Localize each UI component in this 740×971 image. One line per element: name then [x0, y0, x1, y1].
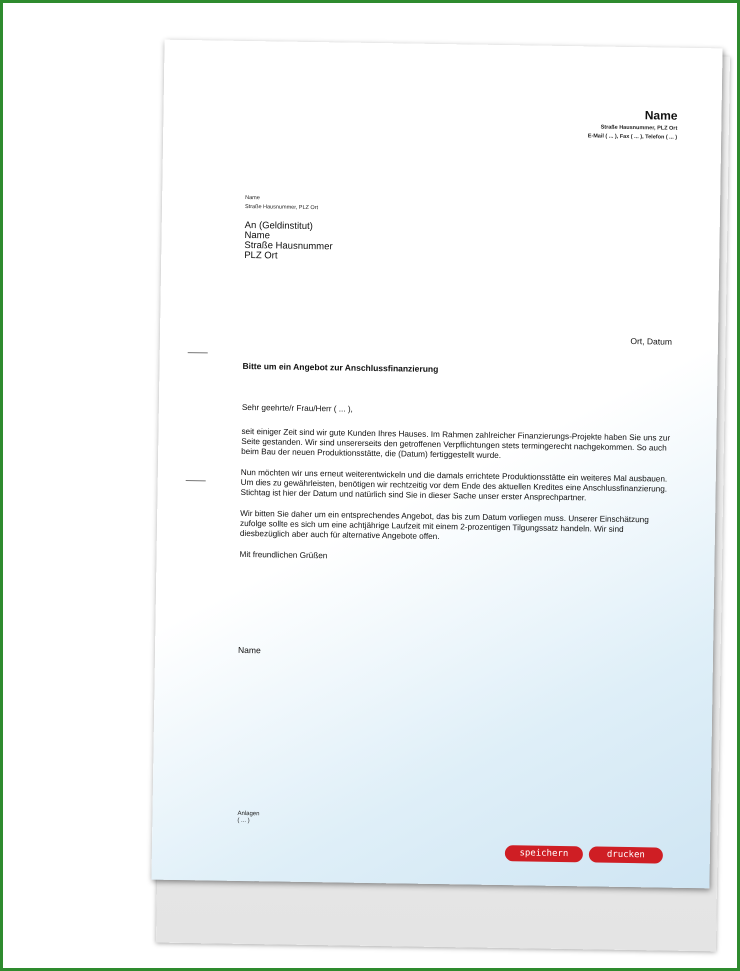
letter-body [239, 403, 672, 578]
print-button[interactable]: drucken [589, 846, 663, 863]
letter-page [151, 40, 722, 889]
recipient-line-1: An (Geldinstitut) [244, 219, 313, 233]
letter-subject: Bitte um ein Angebot zur Anschlussfinanzierung [242, 360, 439, 375]
salutation: Sehr geehrte/r Frau/Herr ( ... ), [241, 402, 353, 414]
attachments [237, 811, 259, 825]
attachments-label: Anlagen [237, 810, 260, 818]
attachments-value: ( ... ) [237, 817, 250, 825]
fold-mark-middle [186, 480, 206, 481]
body-paragraph-2: Nun möchten wir uns erneut weiterentwickeln und die damals errichtete Produktionsstätte ein weiteres Mal ausbauen. Um dies zu gewährleisten, benötigen wir rechtzeitig vor dem Ende des aktuellen Kredites eine Anschlussfinanzierung. Stichtag ist hier der Datum und natürlich sind Sie in dieser Sache unser erster Ansprechpartner. [240, 467, 668, 503]
save-button[interactable]: speichern [505, 845, 583, 862]
body-paragraph-1: seit einiger Zeit sind wir gute Kunden Ihres Hauses. Im Rahmen zahlreicher Finanzierungs-Projekte haben Sie uns zur Seite gestanden. Wir sind unsererseits den getroffenen Verpflichtungen stets termingerecht nachgekommen. So auch beim Bau der neuen Produktionsstätte, die (Datum) fertiggestellt wurde. [241, 426, 671, 461]
closing: Mit freundlichen Grüßen [239, 549, 328, 561]
sender-block [588, 107, 678, 140]
fold-mark-top [188, 352, 208, 353]
sender-contact-line: E-Mail ( ... ), Fax ( ... ), Telefon ( ... ) [587, 133, 678, 141]
return-address-street: Straße Hausnummer, PLZ Ort [244, 203, 319, 212]
body-paragraph-3: Wir bitten Sie daher um ein entsprechendes Angebot, das bis zum Datum vorliegen muss. Unserer Einschätzung zufolge sollte es sich um eine achtjährige Laufzeit mit einem 2-prozentigen Tilgungssatz handeln. Wir sind diesbezüglich aber auch für alternative Angebote offen. [239, 508, 649, 542]
sender-name: Name [644, 108, 678, 123]
return-address-name: Name [245, 194, 260, 202]
signature-name: Name [237, 644, 261, 656]
sender-street-line: Straße Hausnummer, PLZ Ort [600, 124, 678, 132]
place-date: Ort, Datum [630, 336, 673, 347]
recipient-address [244, 221, 333, 262]
recipient-line-3: Straße Hausnummer [244, 239, 333, 253]
recipient-line-4: PLZ Ort [244, 249, 278, 262]
recipient-line-2: Name [244, 229, 270, 242]
return-address [245, 194, 318, 213]
